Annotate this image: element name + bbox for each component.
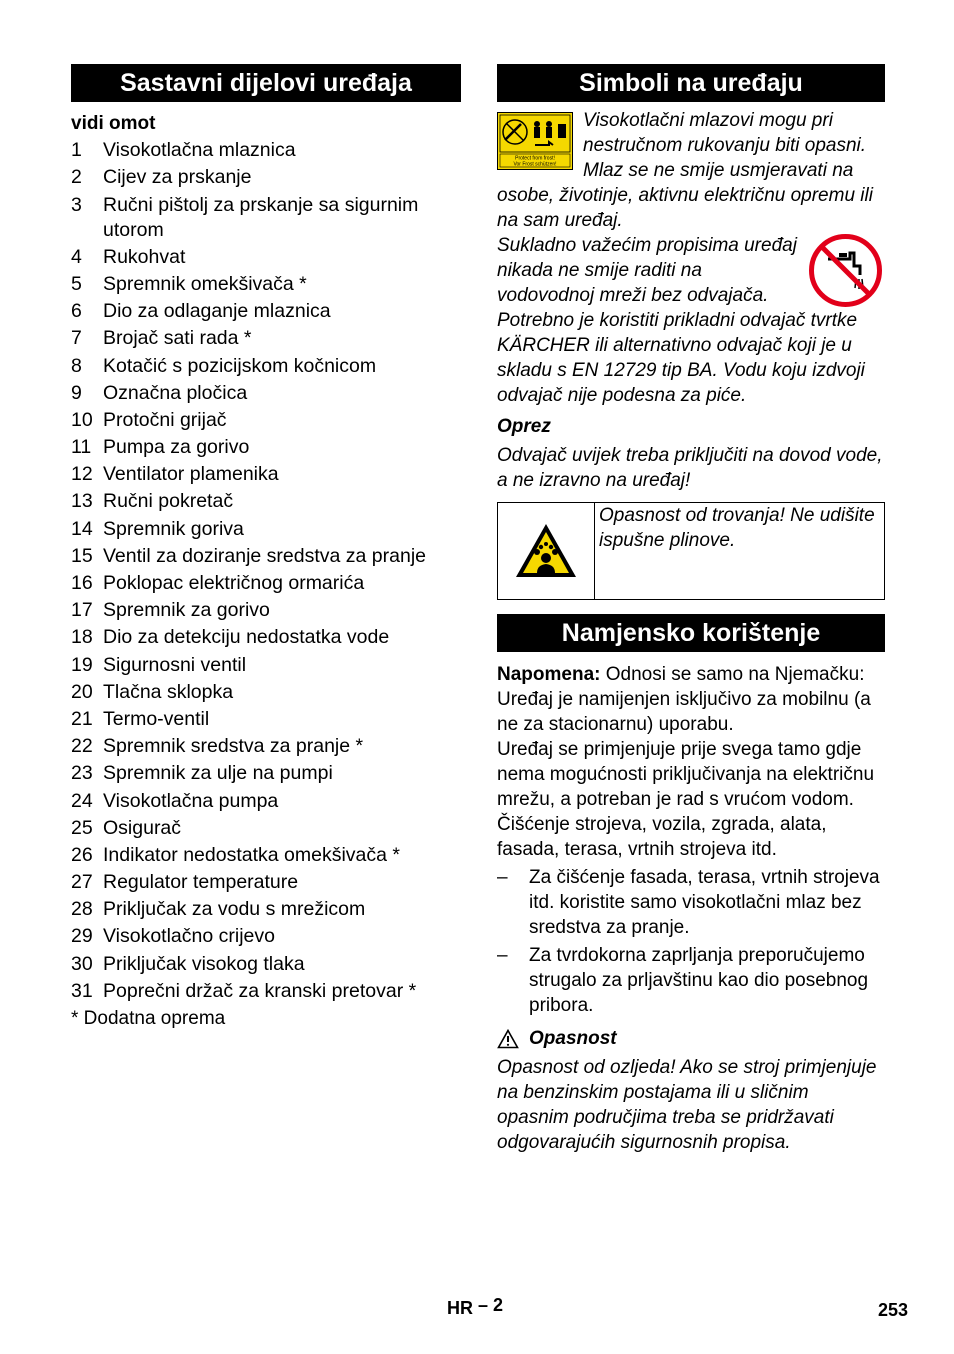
symbol1-block	[497, 108, 885, 233]
component-number: 21	[71, 707, 93, 730]
component-number: 28	[71, 898, 93, 921]
components-list	[71, 138, 461, 1004]
component-number: 10	[71, 408, 93, 431]
components-heading: Sastavni dijelovi uređaja	[71, 64, 461, 102]
component-label: Termo-ventil	[103, 707, 210, 730]
component-label: Regulator temperature	[103, 871, 299, 894]
note-label: Napomena:	[497, 664, 601, 685]
usage-bullet-list	[497, 865, 885, 1018]
left-column	[71, 64, 461, 1031]
component-item	[71, 843, 461, 868]
component-item	[71, 193, 461, 243]
component-label: Cijev za prskanje	[103, 166, 252, 189]
component-number: 12	[71, 463, 93, 486]
bullet-item	[497, 943, 885, 1018]
component-label: Brojač sati rada *	[103, 327, 252, 350]
bullet-text: Za čišćenje fasada, terasa, vrtnih strojeva itd. koristite samo visokotlačni mlaz bez sredstva za pranje.	[529, 867, 880, 938]
high-pressure-warning-icon	[497, 112, 573, 170]
poison-warning-cell	[498, 503, 595, 599]
component-label: Kotačić s pozicijskom kočnicom	[103, 354, 377, 377]
component-number: 3	[71, 193, 82, 216]
component-label: Sigurnosni ventil	[103, 653, 247, 676]
component-number: 6	[71, 300, 82, 323]
component-label: Ručni pokretač	[103, 490, 234, 513]
component-item	[71, 870, 461, 895]
component-number: 4	[71, 245, 82, 268]
component-item	[71, 272, 461, 297]
component-number: 1	[71, 139, 82, 162]
component-item	[71, 653, 461, 678]
component-number: 31	[71, 979, 93, 1002]
symbol2-text: Sukladno važećim propisima uređaj nikada ne smije raditi na vodovodnoj mreži bez odvajača. Potrebno je koristiti prikladni odvajač tvrtke KÄRCHER ili alternativno odvajač koji je u skladu s EN 12729 tip BA. Vodu koju izdvoji odvajač nije podesna za piće.	[497, 235, 865, 406]
component-label: Visokotlačna mlaznica	[103, 139, 296, 162]
footer-language	[447, 1295, 504, 1319]
component-number: 18	[71, 626, 93, 649]
note-paragraph	[497, 662, 885, 737]
right-column	[497, 64, 885, 1155]
component-label: Priključak visokog tlaka	[103, 952, 305, 975]
footer-lang-code: HR	[447, 1298, 473, 1318]
component-item	[71, 924, 461, 949]
component-item	[71, 571, 461, 596]
component-item	[71, 435, 461, 460]
component-item	[71, 354, 461, 379]
no-tap-connection-icon	[808, 233, 883, 308]
bullet-item	[497, 865, 885, 940]
symbol1-label-line2: Vor Frost schützen!	[513, 161, 557, 168]
component-number: 13	[71, 490, 93, 513]
danger-label: Opasnost	[529, 1028, 617, 1049]
component-label: Visokotlačna pumpa	[103, 789, 279, 812]
component-label: Protočni grijač	[103, 408, 227, 431]
component-item	[71, 761, 461, 786]
component-item	[71, 789, 461, 814]
component-item	[71, 381, 461, 406]
symbol1-label-line1: Protect from frost!	[515, 155, 555, 162]
component-label: Rukohvat	[103, 245, 186, 268]
note-text: Odnosi se samo na Njemačku: Uređaj je namijenjen isključivo za mobilnu (a ne za stacionarnu) uporabu.	[497, 664, 871, 735]
component-label: Osigurač	[103, 816, 182, 839]
component-item	[71, 326, 461, 351]
component-number: 14	[71, 517, 93, 540]
component-label: Ručni pištolj za prskanje sa sigurnim utorom	[103, 193, 419, 241]
usage-heading: Namjensko korištenje	[497, 614, 885, 652]
bullet-text: Za tvrdokorna zaprljanja preporučujemo strugalo za prljavštinu kao dio posebnog pribora.	[529, 945, 869, 1016]
component-label: Pumpa za gorivo	[103, 436, 250, 459]
component-label: Spremnik omekšivača *	[103, 272, 307, 295]
usage-paragraph-1: Uređaj se primjenjuje prije svega tamo gdje nema mogućnosti priključivanja na električnu mrežu, a potreban je rad s vrućom vodom.	[497, 739, 875, 810]
poison-warning-table	[497, 502, 885, 600]
component-item	[71, 734, 461, 759]
component-number: 17	[71, 599, 93, 622]
caution-text: Odvajač uvijek treba priključiti na dovod vode, a ne izravno na uređaj!	[497, 445, 883, 491]
component-number: 16	[71, 572, 93, 594]
component-label: Spremnik sredstva za pranje *	[103, 735, 364, 758]
component-item	[71, 408, 461, 433]
component-label: Indikator nedostatka omekšivača *	[103, 843, 400, 866]
component-number: 19	[71, 653, 93, 676]
component-label: Spremnik za gorivo	[103, 599, 270, 622]
component-item	[71, 544, 461, 569]
component-number: 15	[71, 544, 93, 567]
component-item	[71, 165, 461, 190]
component-item	[71, 517, 461, 542]
component-label: Označna pločica	[103, 381, 248, 404]
component-number: 24	[71, 789, 93, 812]
component-item	[71, 680, 461, 705]
components-footnote: * Dodatna oprema	[71, 1007, 226, 1029]
component-label: Dio za detekciju nedostatka vode	[103, 626, 390, 649]
component-item	[71, 299, 461, 324]
component-item	[71, 245, 461, 270]
component-label: Dio za odlaganje mlaznica	[103, 300, 331, 323]
component-number: 25	[71, 816, 93, 839]
component-label: Tlačna sklopka	[103, 680, 234, 703]
component-item	[71, 816, 461, 841]
component-number: 30	[71, 952, 93, 975]
warning-triangle-icon	[497, 1029, 519, 1049]
component-item	[71, 707, 461, 732]
components-subheading: vidi omot	[71, 113, 156, 134]
component-item	[71, 462, 461, 487]
danger-label-row	[497, 1026, 885, 1051]
component-item	[71, 952, 461, 977]
component-label: Spremnik za ulje na pumpi	[103, 762, 333, 785]
footer-section-number: – 2	[478, 1295, 504, 1315]
component-item	[71, 625, 461, 650]
bullet-dash: –	[497, 867, 508, 888]
symbols-heading: Simboli na uređaju	[497, 64, 885, 102]
usage-paragraph-2: Čišćenje strojeva, vozila, zgrada, alata, fasada, terasa, vrtnih strojeva itd.	[497, 814, 827, 860]
component-number: 5	[71, 272, 82, 295]
component-label: Poprečni držač za kranski pretovar *	[103, 979, 417, 1002]
component-label: Ventilator plamenika	[103, 463, 279, 486]
component-number: 9	[71, 381, 82, 404]
poison-warning-text: Opasnost od trovanja! Ne udišite ispušne plinove.	[599, 505, 875, 551]
component-item	[71, 489, 461, 514]
page-number: 253	[878, 1300, 909, 1320]
component-item	[71, 979, 461, 1004]
component-number: 29	[71, 925, 93, 948]
component-label: Ventil za doziranje sredstva za pranje	[103, 544, 427, 567]
component-number: 8	[71, 354, 82, 377]
component-number: 2	[71, 166, 82, 189]
component-number: 27	[71, 871, 93, 894]
component-label: Priključak za vodu s mrežicom	[103, 898, 366, 921]
component-item	[71, 138, 461, 163]
component-item	[71, 598, 461, 623]
component-number: 7	[71, 327, 82, 350]
component-label: Spremnik goriva	[103, 517, 244, 540]
component-label: Visokotlačno crijevo	[103, 925, 275, 948]
symbol2-block	[497, 233, 885, 408]
component-number: 20	[71, 680, 93, 703]
component-number: 26	[71, 843, 93, 866]
toxic-gas-warning-icon	[513, 521, 579, 581]
danger-text: Opasnost od ozljeda! Ako se stroj primjenjuje na benzinskim postajama ili u sličnim opasnim područjima treba se pridržavati odgovarajućih sigurnosnih propisa.	[497, 1057, 877, 1153]
component-number: 23	[71, 762, 93, 785]
caution-label: Oprez	[497, 416, 551, 437]
component-number: 11	[71, 436, 92, 459]
component-number: 22	[71, 735, 93, 758]
component-label: Poklopac električnog ormarića	[103, 572, 365, 594]
component-item	[71, 897, 461, 922]
symbol1-text: Visokotlačni mlazovi mogu pri nestručnom rukovanju biti opasni. Mlaz se ne smije usmjeravati na osobe, životinje, aktivnu električnu opremu ili na sam uređaj.	[497, 110, 873, 231]
bullet-dash: –	[497, 945, 508, 966]
